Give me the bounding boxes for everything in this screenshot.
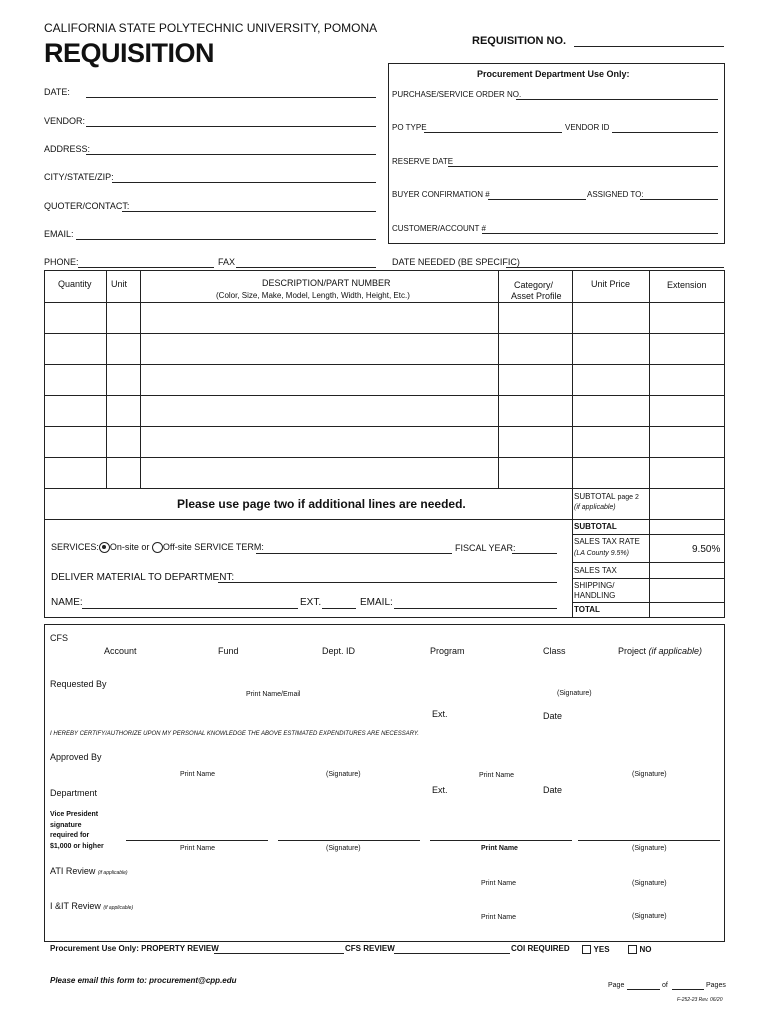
vp-print-name-field-2[interactable] bbox=[430, 840, 572, 841]
buyer-label: BUYER CONFIRMATION # bbox=[392, 190, 490, 199]
subtotal-p2-small: page 2 bbox=[617, 494, 639, 501]
email-label: EMAIL: bbox=[44, 229, 74, 239]
po-type-label: PO TYPE bbox=[392, 123, 427, 132]
vp-signature-field[interactable] bbox=[278, 840, 420, 841]
fax-field[interactable] bbox=[236, 267, 376, 268]
property-review-field[interactable] bbox=[214, 953, 344, 954]
coi-yes-label: YES bbox=[593, 945, 610, 954]
ext-field[interactable] bbox=[322, 608, 356, 609]
tax-rate-value: 9.50% bbox=[692, 544, 721, 555]
approved-signature: (Signature) bbox=[326, 771, 361, 778]
ati-review-label: ATI Review bbox=[50, 866, 96, 876]
buyer-field[interactable] bbox=[488, 199, 586, 200]
email-field[interactable] bbox=[76, 239, 376, 240]
cfs-project-text: Project bbox=[618, 646, 647, 656]
page-number-field[interactable] bbox=[627, 989, 660, 990]
col-description: DESCRIPTION/PART NUMBER bbox=[262, 278, 391, 288]
cfs-account: Account bbox=[104, 646, 137, 656]
vendor-id-field[interactable] bbox=[612, 132, 718, 133]
name-label: NAME: bbox=[51, 597, 83, 608]
subtotal-page2-label bbox=[574, 492, 639, 501]
iit-print-name: Print Name bbox=[481, 914, 517, 921]
date-needed-label: DATE NEEDED (BE SPECIFIC) bbox=[392, 257, 520, 267]
vp-line-3: required for bbox=[50, 832, 90, 839]
vp-line-2: signature bbox=[50, 822, 82, 829]
ext-label: EXT. bbox=[300, 597, 322, 608]
col-quantity: Quantity bbox=[58, 279, 92, 289]
date-label: DATE: bbox=[44, 87, 70, 97]
po-order-field[interactable] bbox=[516, 99, 718, 100]
vp-signature: (Signature) bbox=[326, 845, 361, 852]
col-category-2: Asset Profile bbox=[511, 291, 562, 301]
phone-label: PHONE: bbox=[44, 257, 79, 267]
coi-required-label: COI REQUIRED bbox=[511, 944, 570, 953]
print-name-email-label: Print Name/Email bbox=[246, 691, 301, 698]
vendor-label: VENDOR: bbox=[44, 116, 86, 126]
ati-signature: (Signature) bbox=[632, 880, 667, 887]
form-title: REQUISITION bbox=[44, 38, 215, 68]
department-label: Department bbox=[50, 788, 98, 798]
cfs-project bbox=[618, 646, 702, 656]
sales-tax-rate-label: SALES TAX RATE bbox=[574, 537, 640, 546]
name-email-field[interactable] bbox=[394, 608, 557, 609]
coi-no bbox=[628, 944, 652, 954]
vendor-id-label: VENDOR ID bbox=[565, 123, 610, 132]
la-county-note: (LA County 9.5%) bbox=[574, 550, 629, 557]
fiscal-year-label: FISCAL YEAR: bbox=[455, 543, 516, 553]
vp-line-4: $1,000 or higher bbox=[50, 843, 104, 850]
cfs-review-field[interactable] bbox=[394, 953, 510, 954]
col-unit-price: Unit Price bbox=[591, 279, 631, 289]
cfs-dept: Dept. ID bbox=[322, 646, 356, 656]
name-email-label: EMAIL: bbox=[360, 597, 393, 608]
services-label: SERVICES: bbox=[51, 542, 99, 552]
iit-signature: (Signature) bbox=[632, 913, 667, 920]
quoter-label: QUOTER/CONTACT: bbox=[44, 201, 130, 211]
page-label: Page bbox=[608, 982, 625, 989]
requisition-no-label: REQUISITION NO. bbox=[472, 35, 567, 47]
po-type-field[interactable] bbox=[424, 132, 562, 133]
requested-ext-label: Ext. bbox=[432, 709, 448, 719]
service-term-label: SERVICE TERM: bbox=[194, 542, 264, 552]
pages-label: Pages bbox=[706, 982, 726, 989]
subtotal-label: SUBTOTAL bbox=[574, 522, 617, 531]
handling-label: HANDLING bbox=[574, 591, 616, 600]
city-label: CITY/STATE/ZIP: bbox=[44, 172, 114, 182]
quoter-field[interactable] bbox=[122, 211, 376, 212]
fiscal-year-field[interactable] bbox=[512, 553, 557, 554]
if-applicable-note: (if applicable) bbox=[574, 504, 616, 511]
onsite-radio[interactable] bbox=[99, 542, 110, 553]
col-description-sub: (Color, Size, Make, Model, Length, Width, Height, Etc.) bbox=[216, 291, 410, 300]
iit-review-row bbox=[50, 901, 133, 911]
ati-review-row bbox=[50, 866, 128, 876]
col-unit: Unit bbox=[111, 279, 128, 289]
date-needed-field[interactable] bbox=[506, 267, 724, 268]
coi-yes bbox=[582, 944, 610, 954]
university-name: CALIFORNIA STATE POLYTECHNIC UNIVERSITY, POMONA bbox=[44, 21, 378, 35]
more-lines-note: Please use page two if additional lines are needed. bbox=[177, 497, 466, 511]
po-order-label: PURCHASE/SERVICE ORDER NO. bbox=[392, 90, 522, 99]
reserve-date-label: RESERVE DATE bbox=[392, 157, 454, 166]
services-row bbox=[51, 542, 264, 553]
email-note: Please email this form to: procurement@cpp.edu bbox=[50, 976, 237, 985]
ati-applicable: (if applicable) bbox=[97, 870, 128, 876]
cfs-fund: Fund bbox=[218, 646, 239, 656]
assigned-label: ASSIGNED TO: bbox=[587, 190, 644, 199]
ati-print-name: Print Name bbox=[481, 880, 517, 887]
requisition-no-field[interactable] bbox=[574, 46, 724, 47]
vp-print-name-2: Print Name bbox=[481, 845, 518, 852]
deliver-field[interactable] bbox=[218, 582, 557, 583]
shipping-label: SHIPPING/ bbox=[574, 581, 615, 590]
address-field[interactable] bbox=[86, 154, 376, 155]
fax-label: FAX bbox=[218, 257, 236, 267]
cfs-box bbox=[44, 624, 725, 942]
customer-label: CUSTOMER/ACCOUNT # bbox=[392, 224, 486, 233]
approved-print-name: Print Name bbox=[180, 771, 216, 778]
col-category: Category/ bbox=[514, 280, 554, 290]
page-total-field[interactable] bbox=[672, 989, 704, 990]
sales-tax-label: SALES TAX bbox=[574, 566, 617, 575]
approved-ext-label: Ext. bbox=[432, 785, 448, 795]
cfs-review-label: CFS REVIEW bbox=[345, 944, 395, 953]
iit-applicable: (if applicable) bbox=[103, 905, 134, 911]
cfs-program: Program bbox=[430, 646, 465, 656]
approved-by-label: Approved By bbox=[50, 752, 102, 762]
approved-print-name-2: Print Name bbox=[479, 772, 515, 779]
vendor-field[interactable] bbox=[86, 126, 376, 127]
name-field[interactable] bbox=[82, 608, 298, 609]
form-number: F-252-23 Rev. 06/20 bbox=[677, 997, 723, 1003]
subtotal-p2-text: SUBTOTAL bbox=[574, 492, 616, 501]
coi-no-label: NO bbox=[639, 945, 652, 954]
vp-print-name: Print Name bbox=[180, 845, 216, 852]
coi-no-checkbox[interactable] bbox=[628, 945, 637, 954]
cfs-project-note: (if applicable) bbox=[648, 646, 703, 656]
col-extension: Extension bbox=[667, 280, 707, 290]
cfs-class: Class bbox=[543, 646, 566, 656]
vp-signature-2: (Signature) bbox=[632, 845, 667, 852]
requested-by-label: Requested By bbox=[50, 679, 107, 689]
address-label: ADDRESS: bbox=[44, 144, 91, 154]
phone-field[interactable] bbox=[78, 267, 214, 268]
iit-review-label: I &IT Review bbox=[50, 901, 101, 911]
service-term-field[interactable] bbox=[256, 553, 452, 554]
requested-date-label: Date bbox=[543, 711, 563, 721]
assigned-field[interactable] bbox=[640, 199, 718, 200]
cfs-label: CFS bbox=[50, 633, 68, 643]
onsite-label: On-site or bbox=[109, 542, 150, 552]
city-field[interactable] bbox=[112, 182, 376, 183]
reserve-date-field[interactable] bbox=[448, 166, 718, 167]
vp-line-1: Vice President bbox=[50, 811, 99, 818]
certify-statement: I HEREBY CERTIFY/AUTHORIZE UPON MY PERSONAL KNOWLEDGE THE ABOVE ESTIMATED EXPENDITURES ARE NECESSARY. bbox=[50, 731, 419, 737]
approved-date-label: Date bbox=[543, 785, 563, 795]
vp-signature-field-2[interactable] bbox=[578, 840, 720, 841]
approved-signature-2: (Signature) bbox=[632, 771, 667, 778]
customer-field[interactable] bbox=[482, 233, 718, 234]
of-label: of bbox=[662, 982, 668, 989]
requested-signature-label: (Signature) bbox=[557, 690, 592, 697]
vp-print-name-field[interactable] bbox=[126, 840, 268, 841]
date-field[interactable] bbox=[86, 97, 376, 98]
offsite-label: Off-site bbox=[162, 542, 192, 552]
procurement-box-title: Procurement Department Use Only: bbox=[477, 69, 630, 79]
coi-yes-checkbox[interactable] bbox=[582, 945, 591, 954]
property-review-label: Procurement Use Only: PROPERTY REVIEW bbox=[50, 944, 219, 953]
offsite-radio[interactable] bbox=[152, 542, 163, 553]
total-label: TOTAL bbox=[574, 605, 600, 614]
deliver-label: DELIVER MATERIAL TO DEPARTMENT: bbox=[51, 572, 235, 583]
